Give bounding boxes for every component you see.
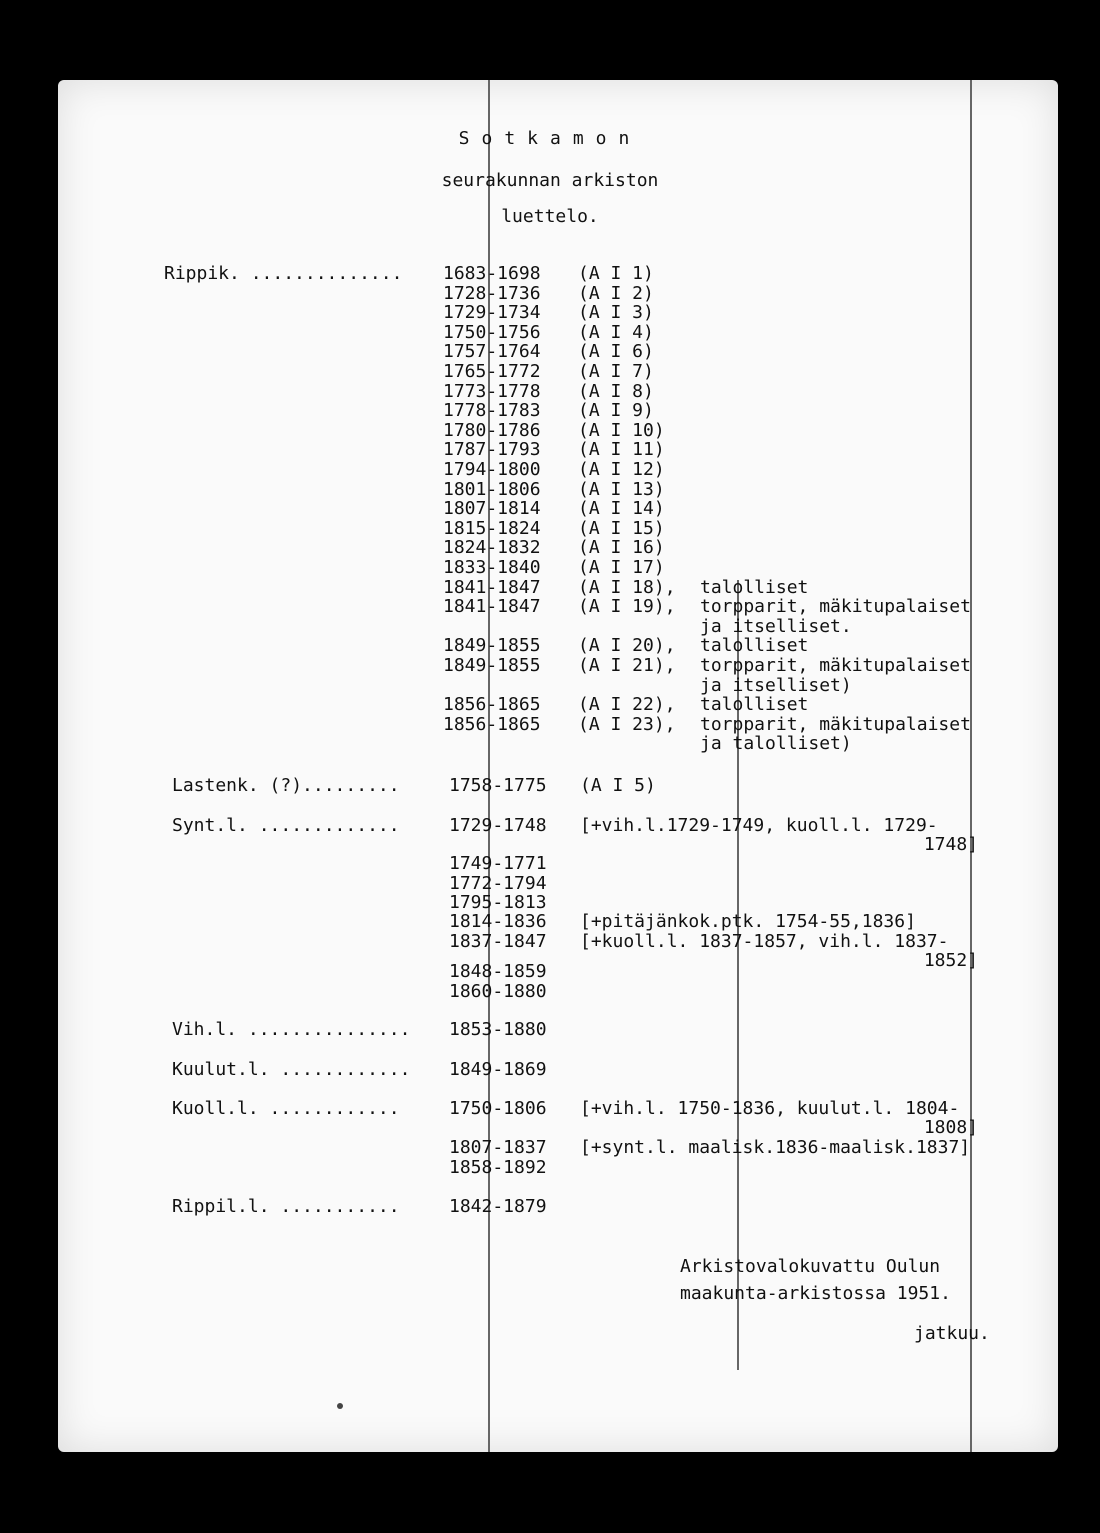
rippil-row <box>0 1197 1100 1217</box>
list-row <box>0 480 1100 500</box>
remark: torpparit, mäkitupalaiset <box>700 655 971 676</box>
signum: (A I 9) <box>578 400 654 422</box>
signum: (A I 16) <box>578 537 665 559</box>
list-row <box>0 1099 1100 1119</box>
list-row <box>0 499 1100 519</box>
signum: (A I 4) <box>578 321 654 343</box>
signum: (A I 14) <box>578 498 665 520</box>
kuulut-row <box>0 1060 1100 1080</box>
list-row <box>0 538 1100 558</box>
year-range: 1842-1879 <box>449 1196 547 1217</box>
year-range: 1728-1736 <box>443 282 541 304</box>
year-range: 1833-1840 <box>443 557 541 578</box>
list-row <box>0 1138 1100 1158</box>
year-range: 1787-1793 <box>443 439 541 461</box>
year-range: 1749-1771 <box>449 853 547 874</box>
archive-note-line-2: maakunta-arkistossa 1951. <box>680 1283 951 1304</box>
year-range: 1807-1814 <box>443 498 541 520</box>
note: [+vih.l. 1750-1836, kuulut.l. 1804- <box>580 1098 960 1119</box>
list-row <box>0 303 1100 323</box>
year-range: 1758-1775 <box>449 775 547 796</box>
note: [+vih.l.1729-1749, kuoll.l. 1729- <box>580 815 938 836</box>
year-range: 1841-1847 <box>443 576 541 598</box>
year-range: 1729-1734 <box>443 302 541 324</box>
signum: (A I 12) <box>578 459 665 480</box>
year-range: 1849-1869 <box>449 1059 547 1080</box>
list-row <box>0 460 1100 480</box>
section-label: Lastenk. (?)......... <box>172 775 400 796</box>
list-row <box>0 854 1100 874</box>
speck-mark <box>337 1403 343 1409</box>
page-title: Sotkamon <box>458 128 642 149</box>
list-row <box>0 962 1100 982</box>
signum: (A I 5) <box>580 775 656 796</box>
year-range: 1683-1698 <box>443 263 541 284</box>
year-range: 1772-1794 <box>449 873 547 894</box>
remark: ja itselliset) <box>700 674 852 696</box>
list-row <box>0 342 1100 362</box>
list-row <box>0 636 1100 656</box>
year-range: 1815-1824 <box>443 517 541 539</box>
signum: (A I 19), <box>578 596 676 618</box>
list-row <box>0 440 1100 460</box>
list-row <box>0 893 1100 913</box>
remark: ja itselliset. <box>700 615 852 637</box>
list-row <box>0 519 1100 539</box>
vih-row <box>0 1020 1100 1040</box>
list-row <box>0 401 1100 421</box>
remark: torpparit, mäkitupalaiset <box>700 713 971 735</box>
signum: (A I 11) <box>578 439 665 461</box>
year-range: 1750-1756 <box>443 321 541 343</box>
list-row <box>0 734 1100 754</box>
year-range: 1773-1778 <box>443 380 541 402</box>
remark: talolliset <box>700 694 809 716</box>
signum: (A I 23), <box>578 713 676 735</box>
note: [+synt.l. maalisk.1836-maalisk.1837] <box>580 1137 971 1158</box>
year-range: 1814-1836 <box>449 911 547 932</box>
note: [+pitäjänkok.ptk. 1754-55,1836] <box>580 911 916 932</box>
signum: (A I 22), <box>578 694 676 716</box>
note: [+kuoll.l. 1837-1857, vih.l. 1837- <box>580 931 949 952</box>
year-range: 1849-1855 <box>443 655 541 676</box>
list-row <box>0 264 1100 284</box>
list-row <box>0 676 1100 696</box>
year-range: 1856-1865 <box>443 694 541 716</box>
page-subtitle-2: luettelo. <box>501 206 599 227</box>
list-row <box>0 912 1100 932</box>
year-range: 1853-1880 <box>449 1019 547 1040</box>
remark: torpparit, mäkitupalaiset <box>700 596 971 618</box>
year-range: 1858-1892 <box>449 1157 547 1178</box>
archive-note-line-1: Arkistovalokuvattu Oulun <box>680 1256 941 1277</box>
signum: (A I 7) <box>578 361 654 382</box>
list-row <box>0 656 1100 676</box>
section-label: Kuulut.l. ............ <box>172 1059 411 1080</box>
year-range: 1848-1859 <box>449 961 547 982</box>
signum: (A I 8) <box>578 380 654 402</box>
signum: (A I 15) <box>578 517 665 539</box>
year-range: 1795-1813 <box>449 892 547 913</box>
signum: (A I 21), <box>578 655 676 676</box>
year-range: 1837-1847 <box>449 931 547 952</box>
year-range: 1849-1855 <box>443 635 541 657</box>
list-row <box>0 835 1100 855</box>
section-label: Vih.l. ............... <box>172 1019 411 1040</box>
signum: (A I 6) <box>578 341 654 363</box>
year-range: 1856-1865 <box>443 713 541 735</box>
signum: (A I 13) <box>578 478 665 500</box>
year-range: 1778-1783 <box>443 400 541 422</box>
section-label: Rippik. .............. <box>164 263 403 284</box>
list-row <box>0 617 1100 637</box>
year-range: 1807-1837 <box>449 1137 547 1158</box>
list-row <box>0 597 1100 617</box>
signum: (A I 3) <box>578 302 654 324</box>
list-row <box>0 1118 1100 1138</box>
signum: (A I 20), <box>578 635 676 657</box>
section-label: Synt.l. ............. <box>172 815 400 836</box>
year-range: 1801-1806 <box>443 478 541 500</box>
year-range: 1780-1786 <box>443 419 541 441</box>
list-row <box>0 695 1100 715</box>
section-label: Kuoll.l. ............ <box>172 1098 400 1119</box>
note-continuation: 1808] <box>923 1117 978 1138</box>
year-range: 1729-1748 <box>449 815 547 836</box>
list-row <box>0 558 1100 578</box>
list-row <box>0 323 1100 343</box>
year-range: 1824-1832 <box>443 537 541 559</box>
list-row <box>0 382 1100 402</box>
list-row <box>0 816 1100 836</box>
year-range: 1757-1764 <box>443 341 541 363</box>
signum: (A I 18), <box>578 576 676 598</box>
list-row <box>0 1158 1100 1178</box>
remark: ja talolliset) <box>700 733 852 755</box>
year-range: 1860-1880 <box>449 981 547 1002</box>
remark: talolliset <box>700 635 809 657</box>
note-continuation: 1748] <box>923 834 978 855</box>
lastenk-row <box>0 776 1100 796</box>
list-row <box>0 982 1100 1002</box>
list-row <box>0 874 1100 894</box>
signum: (A I 1) <box>578 263 654 284</box>
note-continuation: 1852] <box>923 950 978 971</box>
year-range: 1841-1847 <box>443 596 541 618</box>
year-range: 1750-1806 <box>449 1098 547 1119</box>
continues-note: jatkuu. <box>914 1323 990 1344</box>
section-label: Rippil.l. ........... <box>172 1196 400 1217</box>
list-row <box>0 932 1100 952</box>
list-row <box>0 421 1100 441</box>
list-row <box>0 715 1100 735</box>
signum: (A I 17) <box>578 557 665 578</box>
page-subtitle: seurakunnan arkiston <box>441 170 659 191</box>
signum: (A I 10) <box>578 419 665 441</box>
remark: talolliset <box>700 576 809 598</box>
year-range: 1794-1800 <box>443 459 541 480</box>
list-row <box>0 362 1100 382</box>
signum: (A I 2) <box>578 282 654 304</box>
list-row <box>0 578 1100 598</box>
list-row <box>0 284 1100 304</box>
year-range: 1765-1772 <box>443 361 541 382</box>
